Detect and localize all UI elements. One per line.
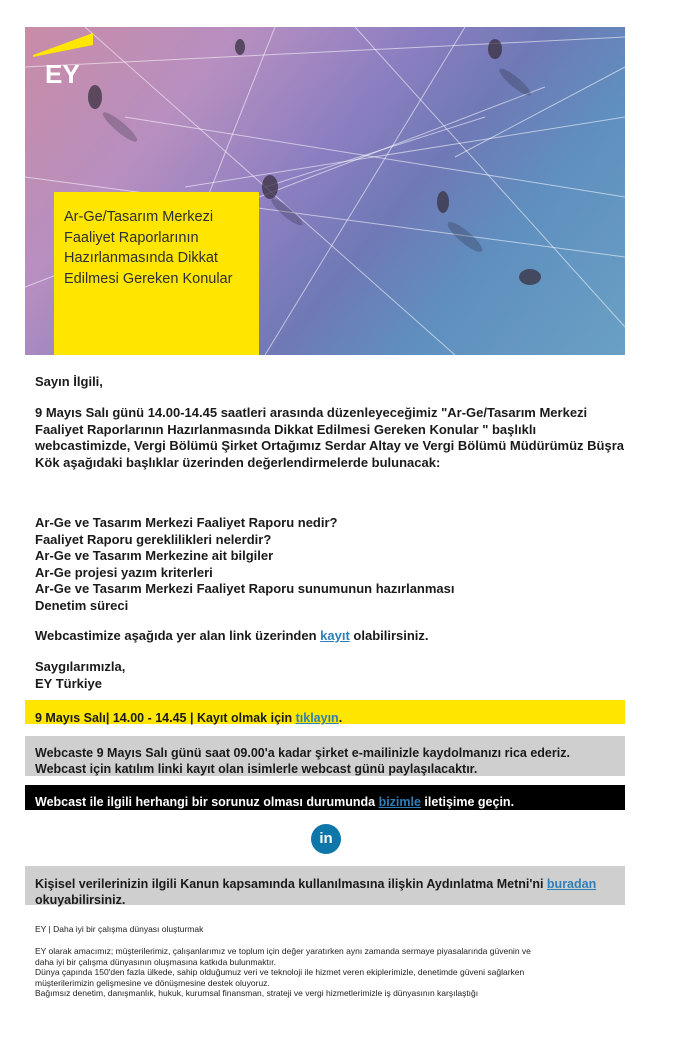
list-item: Ar-Ge ve Tasarım Merkezi Faaliyet Raporu sunumunun hazırlanması bbox=[35, 581, 455, 596]
list-item: Denetim süreci bbox=[35, 597, 129, 613]
event-info-text: 9 Mayıs Salı| 14.00 - 14.45 | Kayıt olmak için tıklayın. bbox=[35, 711, 343, 725]
svg-text:EY: EY bbox=[45, 59, 80, 85]
registration-note: Webcaste 9 Mayıs Salı günü saat 09.00'a kadar şirket e-mailinizle kaydolmanızı rica ederiz. Webcast için katılım linki kayıt olan isimlerle webcast günü paylaşılacaktır. bbox=[35, 746, 570, 776]
contact-link[interactable]: bizimle bbox=[378, 795, 421, 809]
list-item: Faaliyet Raporu gereklilikleri nelerdir? bbox=[35, 531, 272, 547]
footer-tagline: EY | Daha iyi bir çalışma dünyası oluşturmak bbox=[35, 924, 204, 934]
privacy-text: Kişisel verilerinizin ilgili Kanun kapsamında kullanılmasına ilişkin Aydınlatma Metni'ni buradan okuyabilirsiniz. bbox=[35, 877, 597, 907]
footer-text: EY olarak amacımız; müşterilerimiz, çalışanlarımız ve toplum için değer yaratırken aynı zamanda sermaye piyasalarında güvenin ve daha iyi bir çalışma dünyasının oluşmasına katkıda bulunmaktır. Dünya çapında 150'den fazla ülkede, sahip olduğumuz veri ve teknoloji ile hizmet veren ekiplerimizle, denetimde güveni sağlarken müşterilerimizin gelişmesine ve dönüşmesine destek oluyoruz. Bağımsız denetim, danışmanlık, hukuk, kurumsal finansman, strateji ve vergi hizmetlerimizle iş dünyasının karşılaştığı bbox=[35, 946, 531, 998]
privacy-link[interactable]: buradan bbox=[546, 877, 597, 891]
register-line: Webcastimize aşağıda yer alan link üzerinden kayıt olabilirsiniz. bbox=[35, 628, 429, 643]
list-item: Ar-Ge projesi yazım kriterleri bbox=[35, 564, 213, 580]
register-click-link[interactable]: tıklayın bbox=[295, 711, 339, 725]
list-item: Ar-Ge ve Tasarım Merkezi Faaliyet Raporu nedir? bbox=[35, 515, 338, 530]
topic-list bbox=[35, 515, 625, 614]
list-item: Ar-Ge ve Tasarım Merkezine ait bilgiler bbox=[35, 548, 274, 563]
hero-title: Ar-Ge/Tasarım Merkezi Faaliyet Raporlarının Hazırlanmasında Dikkat Edilmesi Gereken Konular bbox=[64, 209, 233, 287]
intro-paragraph: 9 Mayıs Salı günü 14.00-14.45 saatleri arasında düzenleyeceğimiz "Ar-Ge/Tasarım Merkezi Faaliyet Raporlarının Hazırlanmasında Dikkat Edilmesi Gereken Konular " başlıklı webcastimizde, Vergi Bölümü Şirket Ortağımız Serdar Altay ve Vergi Bölümü Müdürümüz Büşra Kök aşağıdaki başlıklar üzerinden değerlendirmelerde bulunacak: bbox=[35, 405, 624, 470]
linkedin-icon[interactable]: in bbox=[311, 824, 341, 854]
register-link[interactable]: kayıt bbox=[320, 628, 350, 643]
greeting: Sayın İlgili, bbox=[35, 374, 103, 389]
signature: EY Türkiye bbox=[35, 676, 102, 691]
ey-logo bbox=[25, 27, 97, 85]
contact-text: Webcast ile ilgili herhangi bir sorunuz olması durumunda bizimle iletişime geçin. bbox=[35, 795, 515, 809]
signoff: Saygılarımızla, bbox=[35, 659, 126, 674]
hero-banner bbox=[25, 27, 625, 355]
